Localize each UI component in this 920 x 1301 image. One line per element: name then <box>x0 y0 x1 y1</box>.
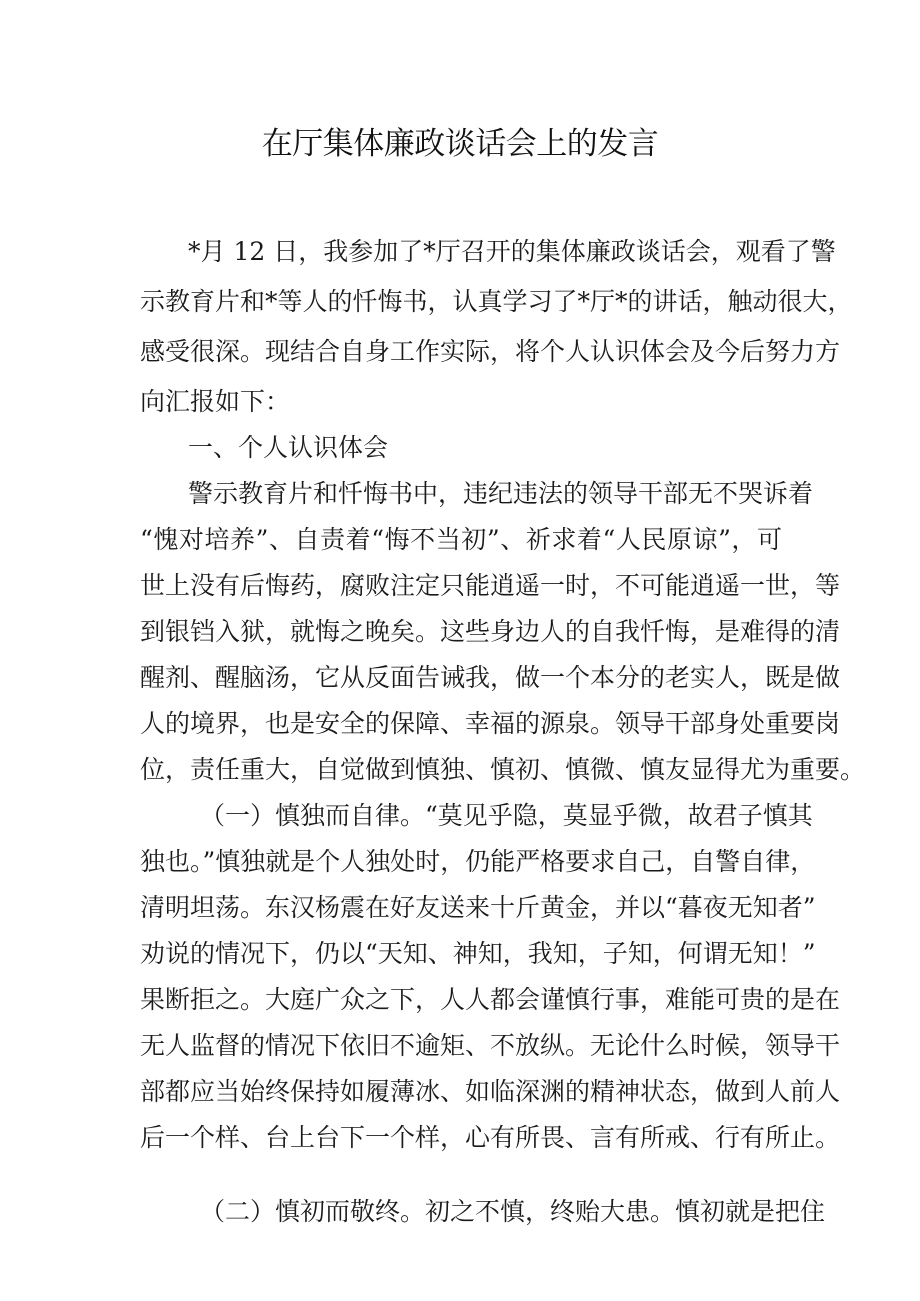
paragraph-line-20: （二）慎初而敬终。初之不慎，终贻大患。慎初就是把住 <box>200 1197 826 1226</box>
paragraph-line-11: 位，责任重大，自觉做到慎独、慎初、慎微、慎友显得尤为重要。 <box>140 755 866 784</box>
paragraph-line-14: 清明坦荡。东汉杨震在好友送来十斤黄金，并以“暮夜无知者” <box>140 893 816 922</box>
paragraph-line-18: 部都应当始终保持如履薄冰、如临深渊的精神状态，做到人前人 <box>140 1077 841 1106</box>
paragraph-line-8: 到银铛入狱，就悔之晚矣。这些身边人的自我忏悔，是难得的清 <box>140 617 841 646</box>
paragraph-line-9: 醒剂、醒脑汤，它从反面告诫我，做一个本分的老实人，既是做 <box>140 663 841 692</box>
paragraph-line-12: （一）慎独而自律。“莫见乎隐，莫显乎微，故君子慎其 <box>200 801 813 830</box>
document-title: 在厅集体廉政谈话会上的发言 <box>261 126 659 162</box>
paragraph-line-1: *月 12 日，我参加了*厅召开的集体廉政谈话会，观看了警 <box>188 237 836 266</box>
paragraph-line-17: 无人监督的情况下依旧不逾矩、不放纵。无论什么时候，领导干 <box>140 1031 841 1060</box>
paragraph-line-16: 果断拒之。大庭广众之下，人人都会谨慎行事，难能可贵的是在 <box>140 985 841 1014</box>
paragraph-line-15: 劝说的情况下，仍以“天知、神知，我知，子知，何谓无知！” <box>140 939 816 968</box>
paragraph-line-4: 向汇报如下： <box>140 387 291 416</box>
paragraph-line-5: 警示教育片和忏悔书中，违纪违法的领导干部无不哭诉着 <box>188 479 814 508</box>
section-heading-1: 一、个人认识体会 <box>188 433 389 462</box>
paragraph-line-19: 后一个样、台上台下一个样，心有所畏、言有所戒、行有所止。 <box>140 1123 841 1152</box>
paragraph-line-7: 世上没有后悔药，腐败注定只能逍遥一时，不可能逍遥一世，等 <box>140 571 841 600</box>
paragraph-line-13: 独也。”慎独就是个人独处时，仍能严格要求自己，自警自律， <box>140 847 816 876</box>
paragraph-line-10: 人的境界，也是安全的保障、幸福的源泉。领导干部身处重要岗 <box>140 709 841 738</box>
paragraph-line-2: 示教育片和*等人的忏悔书，认真学习了*厅*的讲话，触动很大， <box>140 287 853 316</box>
paragraph-line-3: 感受很深。现结合自身工作实际，将个人认识体会及今后努力方 <box>140 337 841 366</box>
paragraph-line-6: “愧对培养”、自责着“悔不当初”、祈求着“人民原谅”，可 <box>140 525 782 554</box>
